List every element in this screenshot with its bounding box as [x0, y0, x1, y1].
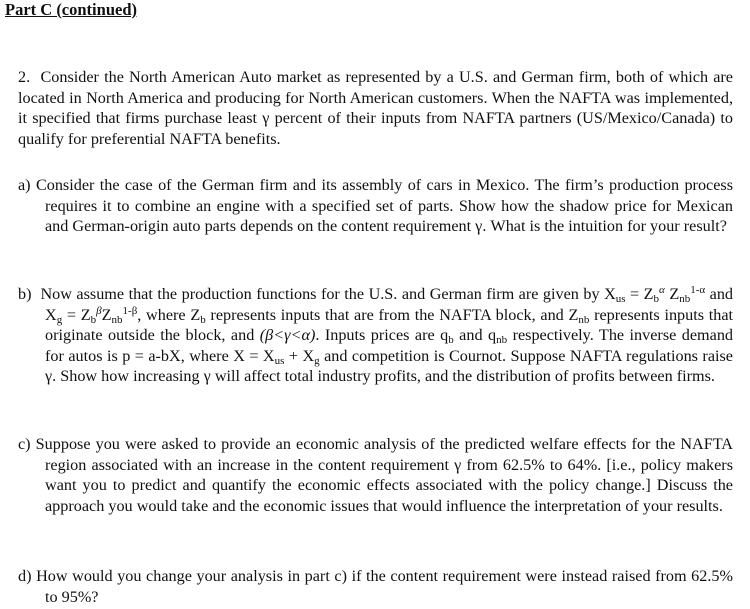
- part-a: [18, 175, 733, 237]
- formula-znb-one-minus-beta: $Z_{nb}^{1-\beta}$: [101, 304, 138, 326]
- formula-x-us: $X_{us}$: [604, 285, 626, 305]
- part-b: b) Now assume that the production functions for the U.S. and German firm are given by $X_{us} = Z_b^\alpha$ $Z_{nb}^{1-\alpha}$ and $X_g = Z_b^\beta Z_{nb}^{1-\beta}$, where $Z_b$ represents inputs that are from the NAFTA block, and $Z_{nb}$ represents inputs that originate outside the block, and (β<γ<α). Inputs prices are $q_b$ and $q_{nb}$ respectively. The inverse demand for autos is p = a-bX, where $X = X_{us} + X_g$ and competition is Cournot. Suppose NAFTA regulations raise γ. Show how increasing γ will affect total industry profits, and the distribution of profits between firms.: [18, 284, 734, 386]
- part-a-label: a): [18, 176, 31, 194]
- parameter-inequality: (β<γ<α): [259, 326, 316, 345]
- price-qnb: $q_{nb}$: [488, 326, 508, 347]
- question-2-intro: [18, 67, 733, 149]
- part-d-text: How would you change your analysis in part c) if the content requirement were instead raised from 62.5% to 95%?: [36, 567, 733, 606]
- formula-x-g: $X_g$: [45, 305, 63, 326]
- section-header: Part C (continued): [5, 0, 137, 19]
- formula-znb-one-minus-alpha: $Z_{nb}^{1-\alpha}$: [669, 284, 706, 305]
- part-b-text-end: and competition is Cournot. Suppose NAFTA regulations raise γ. Show how increasing γ will affect total industry profits, and the distribution of profits between firms.: [45, 346, 733, 386]
- part-a-text: Consider the case of the German firm and its assembly of cars in Mexico. The firm’s production process requires it to combine an engine with a specified set of parts. Show how the shadow price for Mexican and German-origin auto parts depends on the content requirement γ. What is the intuition for your result?: [35, 176, 734, 236]
- inverse-demand: p = a-bX: [122, 346, 181, 365]
- part-c-label: c): [18, 435, 31, 453]
- part-d-label: d): [18, 567, 32, 585]
- part-d: [18, 566, 733, 607]
- symbol-zb: $Z_b$: [190, 305, 206, 326]
- price-qb: $q_b$: [440, 326, 454, 347]
- total-output: $X = X_{us} + X_g$: [233, 346, 320, 367]
- symbol-znb: $Z_{nb}$: [568, 305, 590, 326]
- part-b-text-1: Now assume that the production functions for the U.S. and German firm are given by: [40, 285, 605, 303]
- part-c: [18, 434, 733, 516]
- question-number: 2.: [18, 68, 31, 86]
- formula-zb-beta: $Z_b^\beta$: [80, 304, 102, 326]
- part-c-text: Suppose you were asked to provide an economic analysis of the predicted welfare effects for the NAFTA region associated with an increase in the content requirement γ from 62.5% to 64%. [i.e., policy makers want you to predict and quantify the economic effects associated with the policy change.] Discuss the approach you would take and the economic issues that would influence the interpretation of your results.: [35, 435, 733, 515]
- intro-text: Consider the North American Auto market as represented by a U.S. and German firm, both of which are located in North America and producing for North American customers. When the NAFTA was implemented, it specified that firms purchase least γ percent of their inputs from NAFTA partners (US/Mexico/Canada) to qualify for preferential NAFTA benefits.: [18, 68, 733, 148]
- formula-zb-alpha: $Z_b^\alpha$: [643, 284, 665, 305]
- part-b-label: b): [18, 285, 32, 303]
